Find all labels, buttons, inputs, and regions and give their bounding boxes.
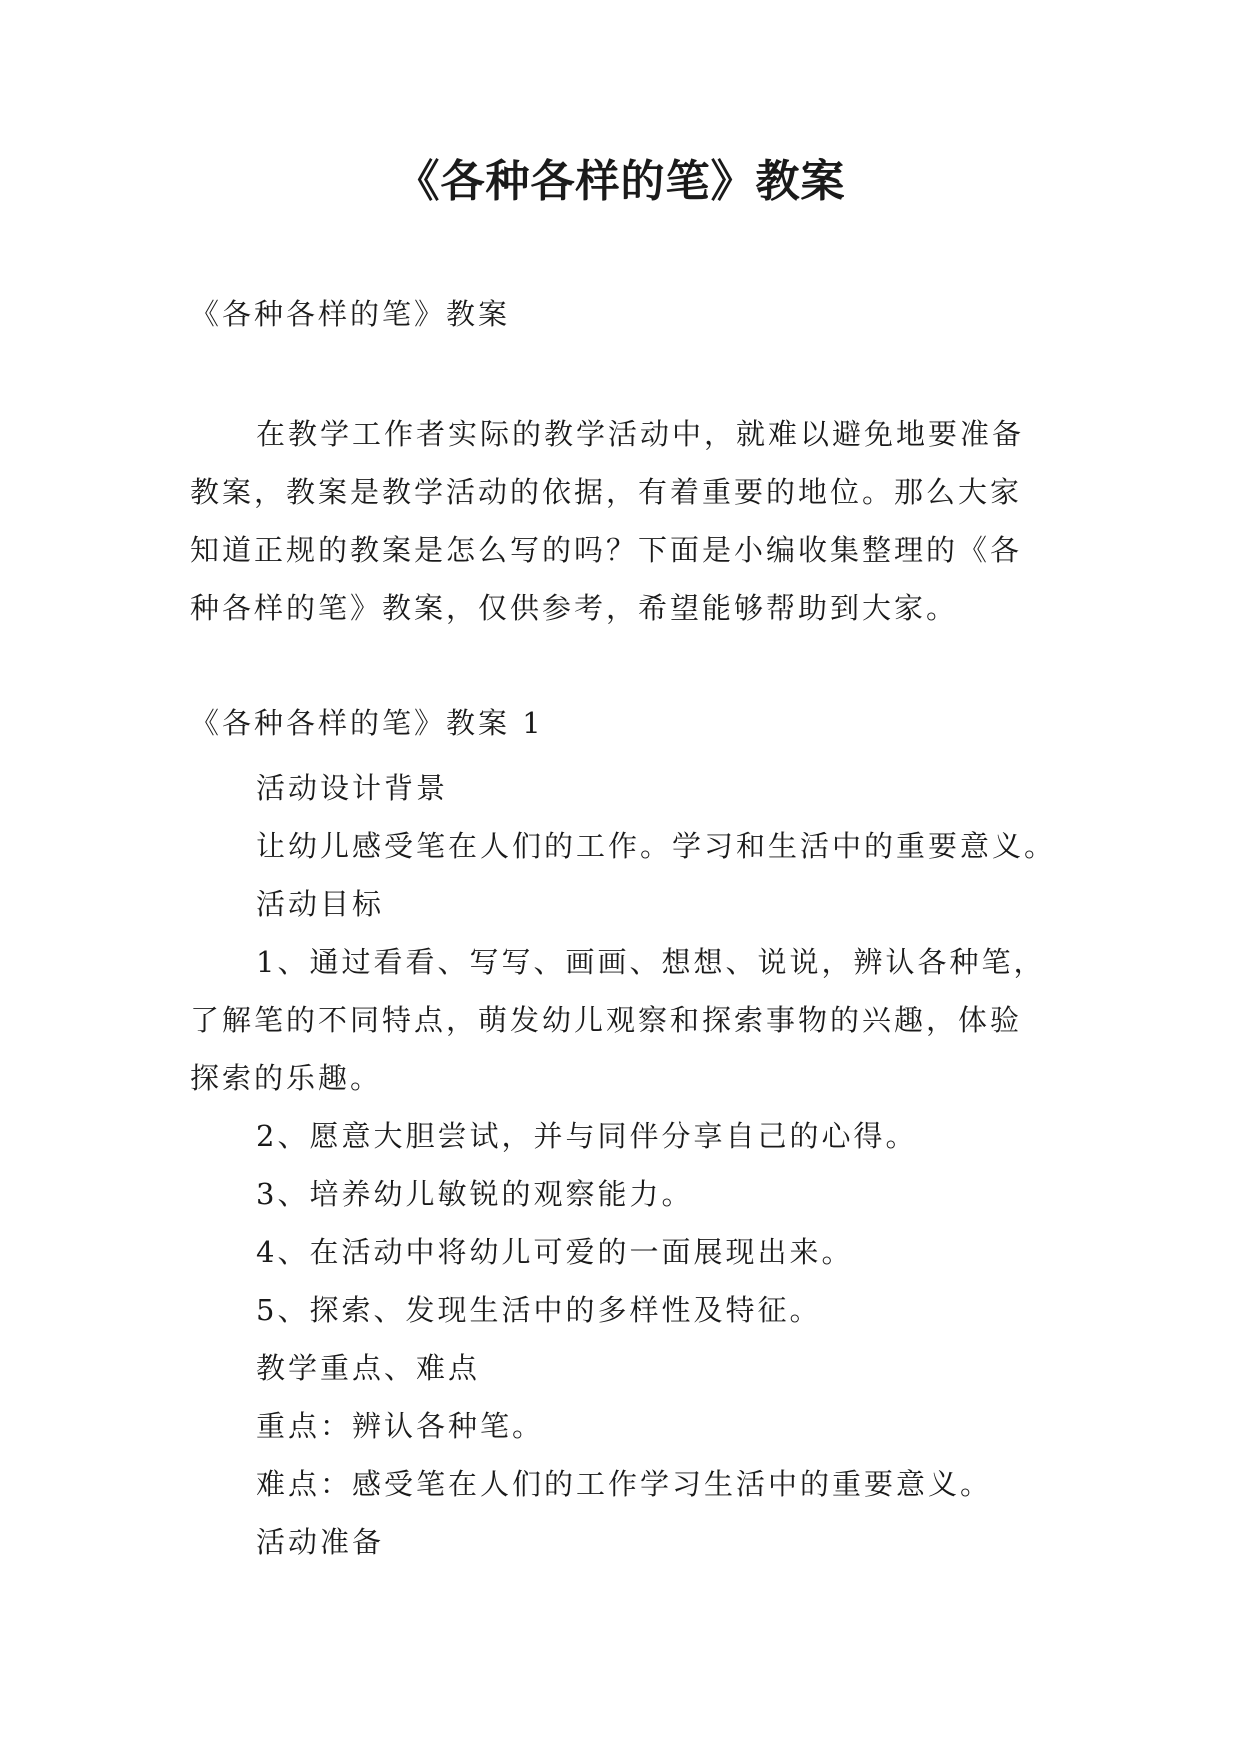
lesson-body [190,759,1060,1571]
difficulty-point: 难点：感受笔在人们的工作学习生活中的重要意义。 [256,1467,993,1501]
heading-activity-preparation: 活动准备 [256,1525,385,1559]
goal-item: 1、通过看看、写写、画画、想想、说说，辨认各种笔， [256,945,1046,979]
intro-line: 种各样的笔》教案，仅供参考，希望能够帮助到大家。 [190,591,959,625]
intro-line: 教案，教案是教学活动的依据，有着重要的地位。那么大家 [190,475,1023,509]
intro-paragraph [190,405,1060,637]
heading-activity-goals: 活动目标 [256,887,385,921]
body-line: 让幼儿感受笔在人们的工作。学习和生活中的重要意义。 [256,829,1057,863]
intro-line: 在教学工作者实际的教学活动中，就难以避免地要准备 [256,417,1025,451]
heading-activity-background: 活动设计背景 [256,771,449,805]
goal-item: 5、探索、发现生活中的多样性及特征。 [256,1293,822,1327]
goal-item: 4、在活动中将幼儿可爱的一面展现出来。 [256,1235,854,1269]
goal-item: 2、愿意大胆尝试，并与同伴分享自己的心得。 [256,1119,918,1153]
section-title: 《各种各样的笔》教案 1 [190,706,544,740]
document-subheading: 《各种各样的笔》教案 [190,297,511,331]
heading-key-points: 教学重点、难点 [256,1351,481,1385]
goal-item: 3、培养幼儿敏锐的观察能力。 [256,1177,694,1211]
intro-line: 知道正规的教案是怎么写的吗？下面是小编收集整理的《各 [190,533,1023,567]
goal-item-continued: 探索的乐趣。 [190,1061,383,1095]
key-point: 重点：辨认各种笔。 [256,1409,545,1443]
goal-item-continued: 了解笔的不同特点，萌发幼儿观察和探索事物的兴趣，体验 [190,1003,1023,1037]
document-title: 《各种各样的笔》教案 [395,156,846,207]
